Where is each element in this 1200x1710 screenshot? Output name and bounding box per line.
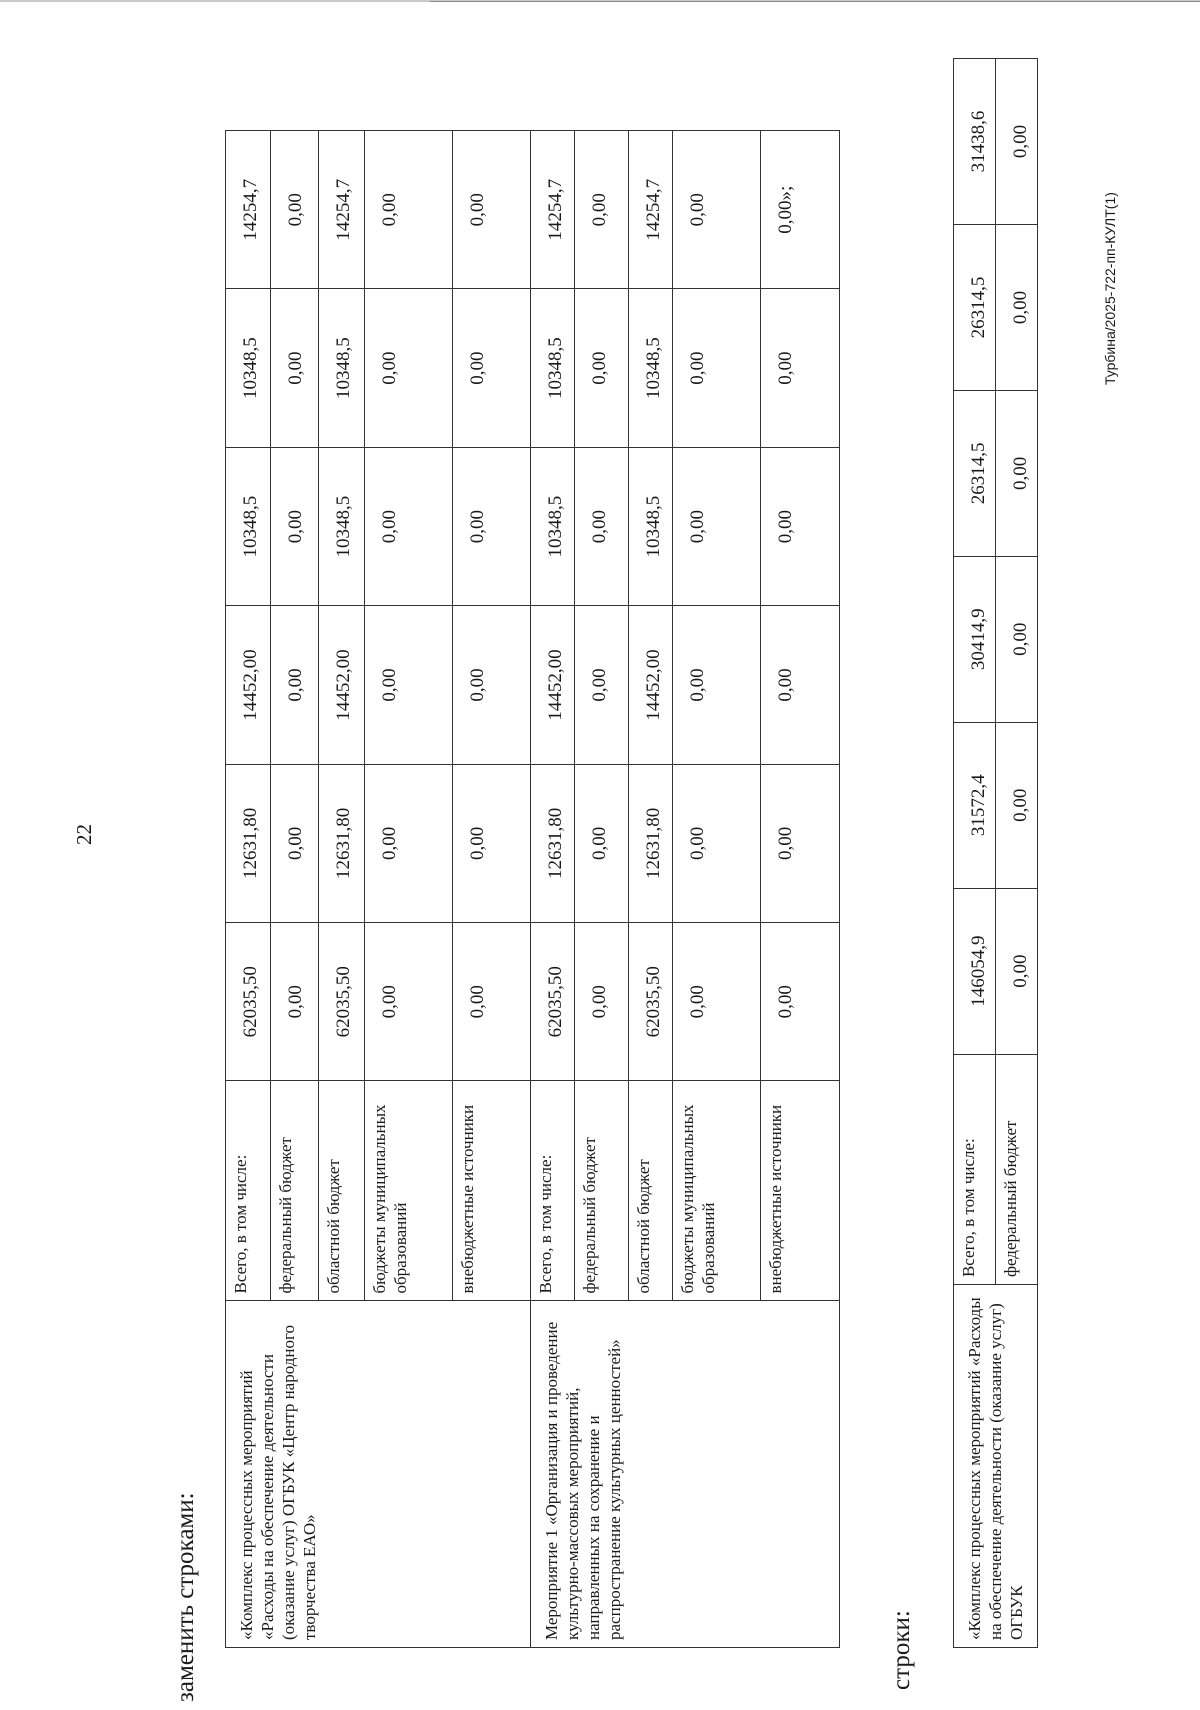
funding-source-cell: бюджеты муниципальных образований	[365, 1081, 453, 1301]
amount-cell: 0,00	[996, 888, 1038, 1054]
amount-cell: 0,00	[271, 923, 319, 1081]
amount-cell: 30414,9	[954, 556, 996, 722]
amount-cell: 0,00	[365, 289, 453, 447]
amount-cell: 0,00	[673, 923, 761, 1081]
funding-source-cell: областной бюджет	[319, 1081, 365, 1301]
amount-cell: 0,00	[996, 722, 1038, 888]
amount-cell: 10348,5	[226, 447, 271, 605]
amount-cell: 10348,5	[531, 289, 575, 447]
amount-cell: 0,00	[673, 289, 761, 447]
amount-cell: 12631,80	[629, 764, 673, 922]
program-title-cell: «Комплекс процессных мероприятий «Расходы на обеспечение деятельности (оказание услуг) ОГБУК	[954, 1285, 1038, 1648]
amount-cell: 0,00	[271, 606, 319, 764]
funding-source-cell: внебюджетные источники	[761, 1081, 840, 1301]
amount-cell: 0,00	[453, 447, 531, 605]
table-row	[954, 59, 996, 1648]
amount-cell: 26314,5	[954, 224, 996, 390]
funding-source-cell: Всего, в том числе:	[954, 1054, 996, 1284]
amount-cell: 0,00	[673, 764, 761, 922]
amount-cell: 31572,4	[954, 722, 996, 888]
amount-cell: 62035,50	[226, 923, 271, 1081]
funding-source-cell: федеральный бюджет	[575, 1081, 629, 1301]
amount-cell: 26314,5	[954, 390, 996, 556]
amount-cell: 14254,7	[226, 131, 271, 289]
amount-cell: 0,00»;	[761, 131, 840, 289]
amount-cell: 0,00	[271, 764, 319, 922]
amount-cell: 0,00	[996, 556, 1038, 722]
amount-cell: 14254,7	[629, 131, 673, 289]
program-title-cell: Мероприятие 1 «Организация и проведение культурно-массовых мероприятий, направленных на сохранение и распространение культурных ценностей»	[531, 1301, 840, 1648]
amount-cell: 0,00	[365, 923, 453, 1081]
amount-cell: 0,00	[761, 447, 840, 605]
table-row	[531, 131, 575, 1648]
amount-cell: 0,00	[271, 447, 319, 605]
amount-cell: 0,00	[673, 447, 761, 605]
amount-cell: 62035,50	[629, 923, 673, 1081]
amount-cell: 10348,5	[319, 289, 365, 447]
funding-source-cell: Всего, в том числе:	[226, 1081, 271, 1301]
funding-source-cell: областной бюджет	[629, 1081, 673, 1301]
amount-cell: 0,00	[453, 131, 531, 289]
amount-cell: 0,00	[673, 606, 761, 764]
amount-cell: 14452,00	[629, 606, 673, 764]
amount-cell: 12631,80	[319, 764, 365, 922]
funding-source-cell: федеральный бюджет	[996, 1054, 1038, 1284]
amount-cell: 14452,00	[531, 606, 575, 764]
amount-cell: 14254,7	[319, 131, 365, 289]
funding-source-cell: бюджеты муниципальных образований	[673, 1081, 761, 1301]
replacement-table	[225, 130, 840, 1648]
amount-cell: 12631,80	[226, 764, 271, 922]
amount-cell: 62035,50	[531, 923, 575, 1081]
replace-with-label: заменить строками:	[172, 1492, 199, 1702]
amount-cell: 12631,80	[531, 764, 575, 922]
amount-cell: 0,00	[575, 447, 629, 605]
amount-cell: 0,00	[575, 131, 629, 289]
amount-cell: 14452,00	[319, 606, 365, 764]
amount-cell: 0,00	[271, 131, 319, 289]
amount-cell: 14452,00	[226, 606, 271, 764]
amount-cell: 10348,5	[226, 289, 271, 447]
funding-source-cell: внебюджетные источники	[453, 1081, 531, 1301]
document-id: Турбина/2025-722-пп-КУЛТ(1)	[1102, 192, 1118, 385]
amount-cell: 0,00	[453, 764, 531, 922]
amount-cell: 0,00	[996, 224, 1038, 390]
amount-cell: 0,00	[761, 289, 840, 447]
amount-cell: 146054,9	[954, 888, 996, 1054]
amount-cell: 0,00	[365, 447, 453, 605]
amount-cell: 0,00	[761, 923, 840, 1081]
original-rows-table	[953, 58, 1038, 1648]
amount-cell: 14254,7	[531, 131, 575, 289]
rows-label: строки:	[888, 1610, 915, 1690]
amount-cell: 0,00	[761, 764, 840, 922]
amount-cell: 0,00	[271, 289, 319, 447]
amount-cell: 0,00	[996, 390, 1038, 556]
amount-cell: 10348,5	[531, 447, 575, 605]
amount-cell: 0,00	[365, 131, 453, 289]
amount-cell: 0,00	[575, 606, 629, 764]
table-row	[226, 131, 271, 1648]
amount-cell: 0,00	[761, 606, 840, 764]
amount-cell: 0,00	[453, 923, 531, 1081]
page-number: 22	[72, 824, 96, 845]
amount-cell: 0,00	[365, 606, 453, 764]
amount-cell: 0,00	[453, 606, 531, 764]
amount-cell: 0,00	[575, 289, 629, 447]
amount-cell: 0,00	[575, 923, 629, 1081]
funding-source-cell: федеральный бюджет	[271, 1081, 319, 1301]
amount-cell: 0,00	[575, 764, 629, 922]
program-title-cell: «Комплекс процессных мероприятий «Расходы на обеспечение деятельности (оказание услуг) ОГБУК «Центр народного творчества ЕАО»	[226, 1301, 531, 1648]
amount-cell: 0,00	[453, 289, 531, 447]
amount-cell: 10348,5	[629, 289, 673, 447]
amount-cell: 10348,5	[629, 447, 673, 605]
amount-cell: 10348,5	[319, 447, 365, 605]
amount-cell: 62035,50	[319, 923, 365, 1081]
amount-cell: 31438,6	[954, 59, 996, 225]
amount-cell: 0,00	[996, 59, 1038, 225]
amount-cell: 0,00	[673, 131, 761, 289]
funding-source-cell: Всего, в том числе:	[531, 1081, 575, 1301]
amount-cell: 0,00	[365, 764, 453, 922]
